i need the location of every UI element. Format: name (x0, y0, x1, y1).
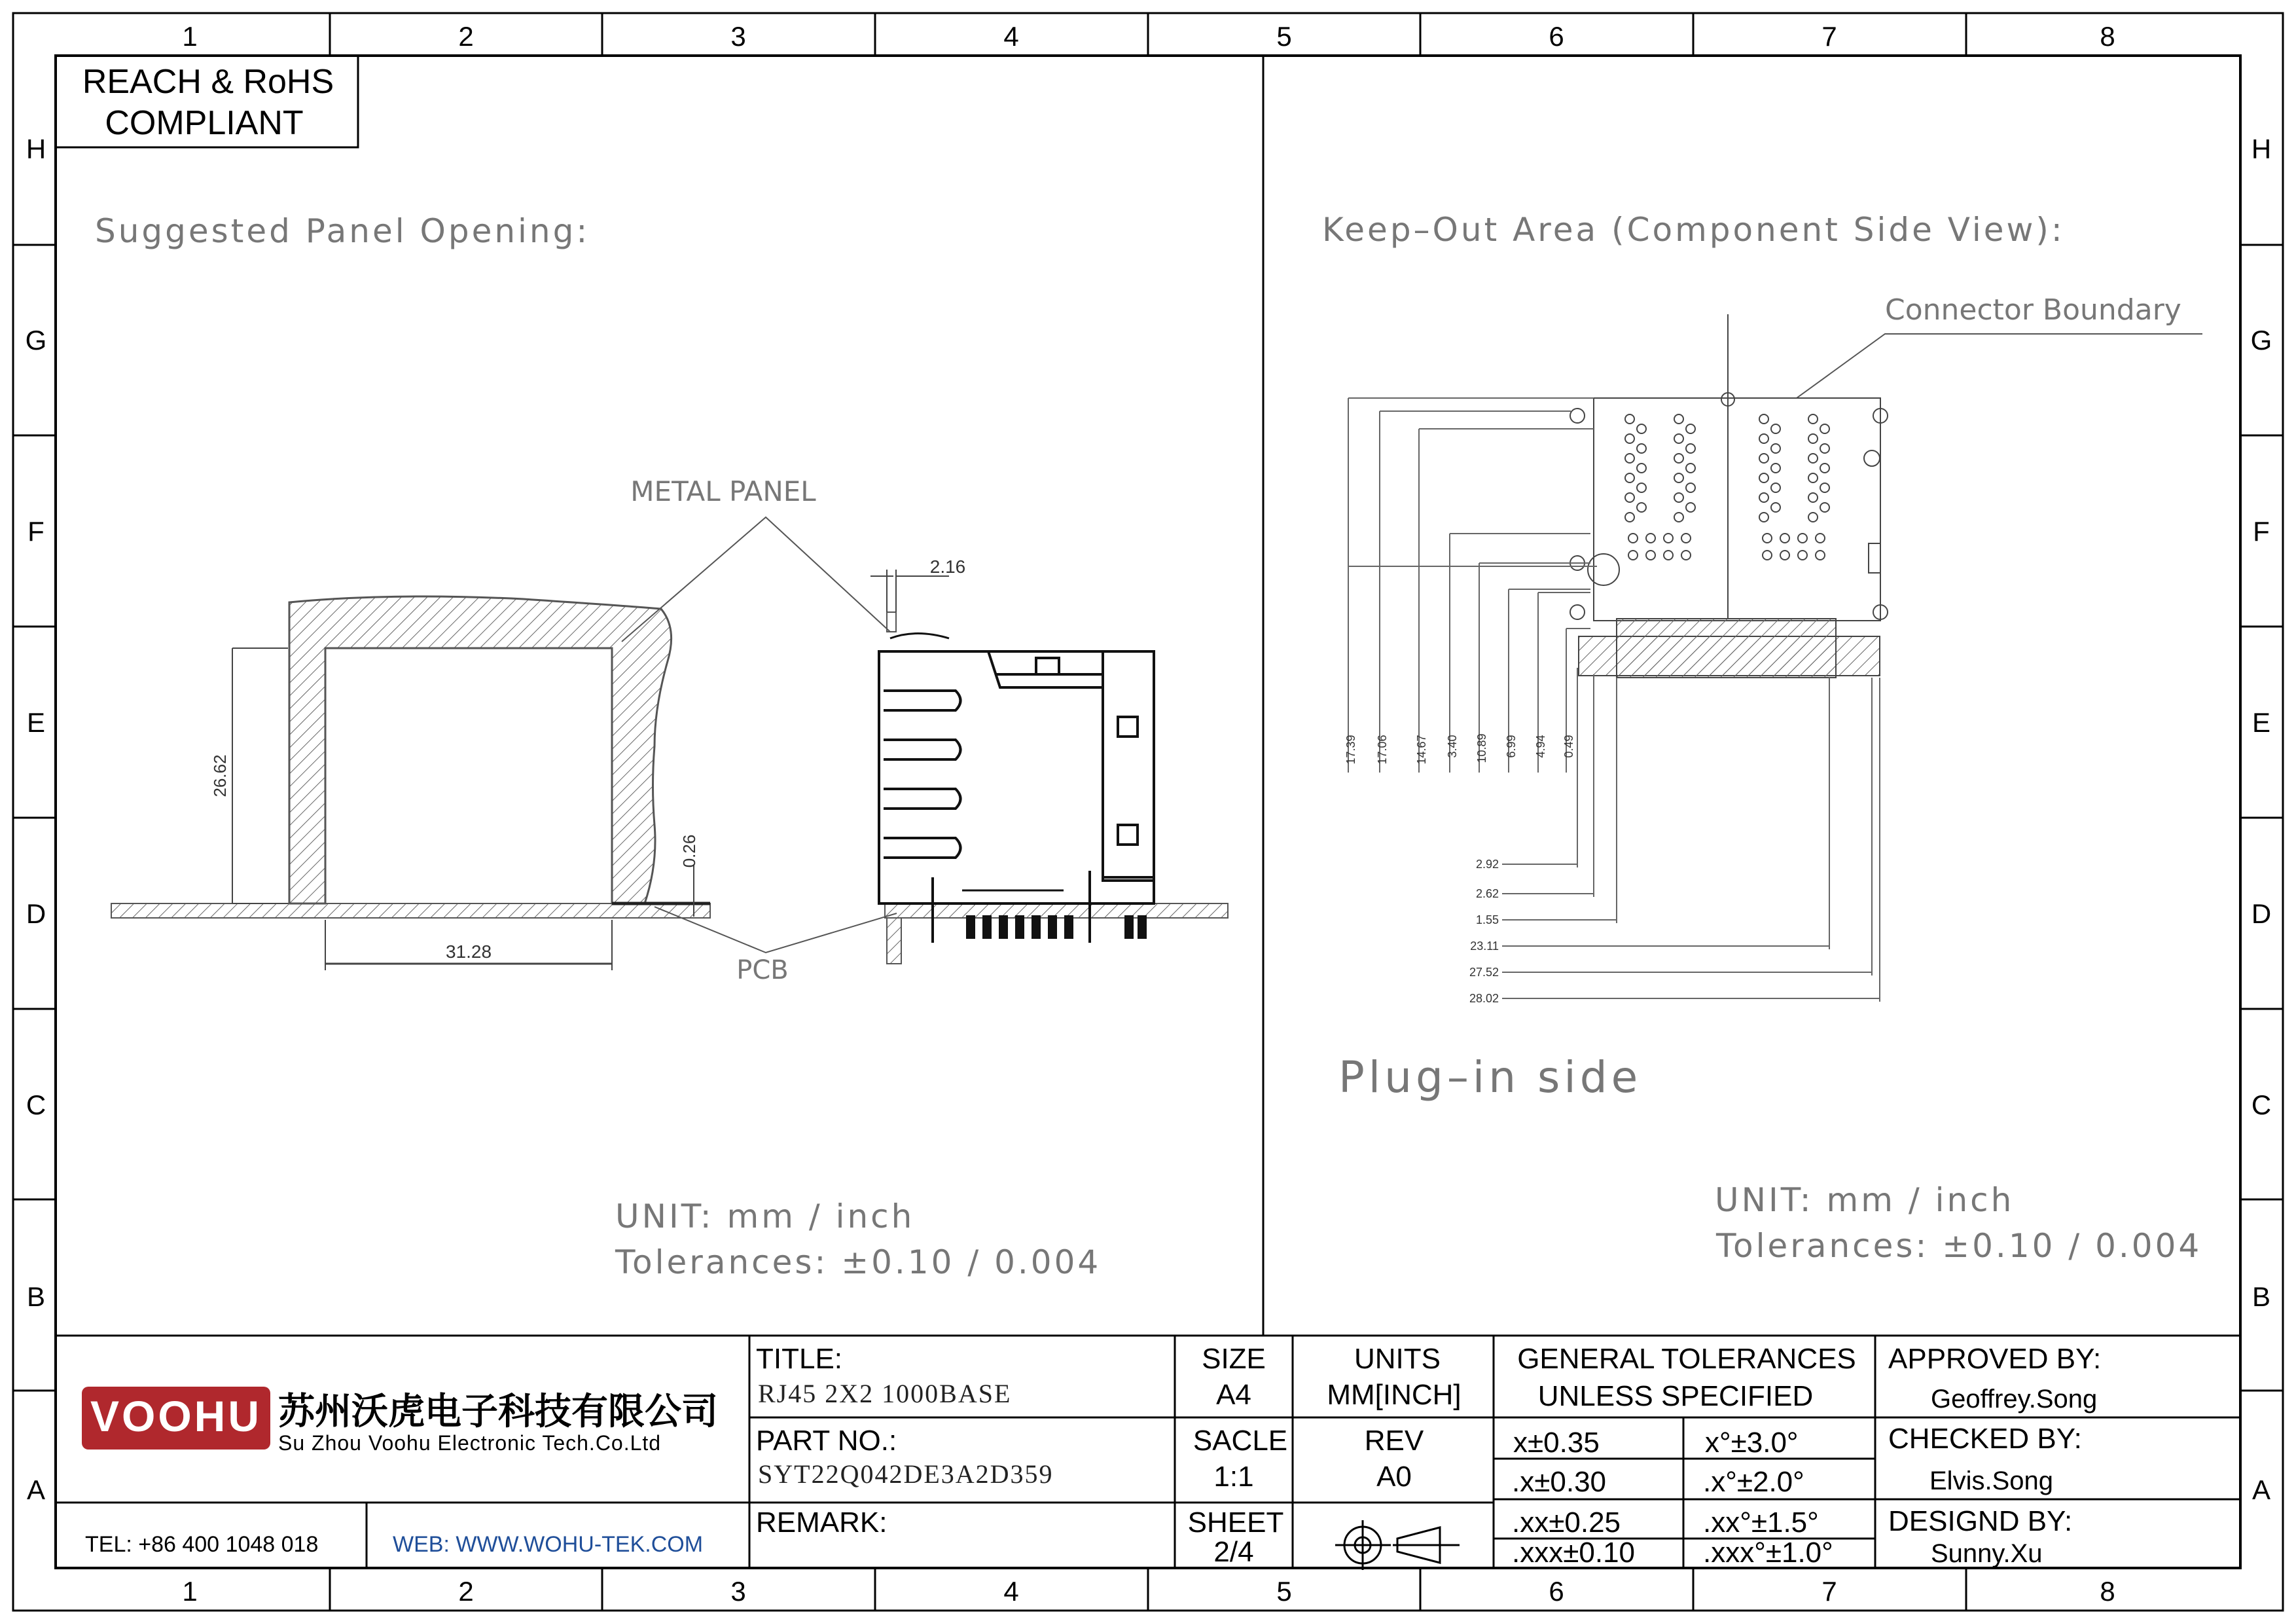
col-label-top: 7 (1821, 21, 1837, 52)
col-label-top: 3 (730, 21, 746, 52)
row-label-left: D (26, 898, 46, 929)
tolerance-linear: .xx±0.25 (1512, 1506, 1621, 1539)
row-label-left: H (26, 134, 46, 164)
web-link[interactable]: WEB: WWW.WOHU-TEK.COM (393, 1532, 704, 1557)
tolerance-angular: .xxx°±1.0° (1703, 1537, 1833, 1569)
gt-heading-1: GENERAL TOLERANCES (1517, 1343, 1856, 1375)
compliance-line2: COMPLIANT (105, 104, 304, 142)
col-label-bottom: 2 (458, 1576, 474, 1607)
tolerance-linear: x±0.35 (1513, 1427, 1600, 1459)
right-tolerance-text: Tolerances: ±0.10 / 0.004 (1716, 1227, 2202, 1265)
tolerance-linear: .xxx±0.10 (1512, 1537, 1636, 1569)
tolerance-linear: .x±0.30 (1512, 1466, 1607, 1498)
col-label-bottom: 8 (2100, 1576, 2115, 1607)
projection-symbol-icon (1335, 1520, 1460, 1570)
horizontal-dim-lines (1502, 668, 1880, 1002)
pcb-strip-left (111, 903, 710, 918)
gt-heading-2: UNLESS SPECIFIED (1537, 1380, 1814, 1412)
row-label-left: G (25, 325, 47, 356)
row-label-right: E (2251, 707, 2271, 738)
dim-width-label: 31.28 (445, 941, 492, 962)
col-label-top: 1 (182, 21, 198, 52)
row-label-right: H (2251, 134, 2272, 164)
dim-thickness-label: 2.16 (929, 556, 966, 577)
company-name-cn: 苏州沃虎电子科技有限公司 (278, 1391, 718, 1432)
connector-side-view (879, 634, 1154, 943)
col-label-top: 4 (1003, 21, 1019, 52)
panel-edge-top (887, 612, 896, 632)
col-label-top: 6 (1549, 21, 1564, 52)
row-label-left: E (26, 707, 46, 738)
hdim-label: 23.11 (1470, 939, 1499, 953)
checked-value: Elvis.Song (1929, 1467, 2053, 1495)
row-label-right: G (2250, 325, 2272, 356)
approved-label: APPROVED BY: (1888, 1343, 2102, 1375)
left-view-title: Suggested Panel Opening: (95, 212, 590, 250)
sheet-value: 2/4 (1213, 1536, 1254, 1568)
metal-panel-label: METAL PANEL (630, 475, 816, 507)
plug-in-side-label: Plug–in side (1338, 1052, 1642, 1103)
left-tolerance-text: Tolerances: ±0.10 / 0.004 (615, 1243, 1102, 1281)
company-name-en: Su Zhou Voohu Electronic Tech.Co.Ltd (278, 1431, 662, 1455)
tolerance-angular: .xx°±1.5° (1703, 1506, 1819, 1539)
row-label-left: C (26, 1089, 46, 1120)
row-label-right: A (2251, 1474, 2271, 1505)
dim-gap-label: 0.26 (679, 834, 699, 868)
boundary-leader (1797, 334, 2202, 398)
scale-value: 1:1 (1213, 1461, 1254, 1493)
panel-edge-right (887, 918, 901, 964)
sheet-label: SHEET (1187, 1506, 1284, 1539)
col-label-top: 8 (2100, 21, 2115, 52)
part-label: PART NO.: (756, 1425, 897, 1457)
col-label-top: 5 (1276, 21, 1292, 52)
hdim-label: 1.55 (1475, 913, 1499, 926)
hdim-label: 27.52 (1469, 966, 1499, 979)
designed-label: DESIGND BY: (1888, 1505, 2073, 1537)
hdim-label: 2.62 (1475, 887, 1499, 900)
col-label-top: 2 (458, 21, 474, 52)
row-label-right: D (2251, 898, 2272, 929)
row-label-left: F (27, 516, 45, 547)
logo-text: VOOHU (90, 1392, 262, 1440)
checked-label: CHECKED BY: (1888, 1423, 2082, 1455)
row-label-right: C (2251, 1089, 2272, 1120)
size-value: A4 (1216, 1379, 1251, 1411)
keepout-component (1570, 314, 1888, 678)
dim-height-label: 26.62 (210, 754, 230, 797)
approved-value: Geoffrey.Song (1931, 1385, 2098, 1413)
rev-value: A0 (1376, 1461, 1412, 1493)
vdim-label: 0.49 (1562, 735, 1575, 758)
row-label-left: A (26, 1474, 46, 1505)
title-label: TITLE: (756, 1343, 843, 1375)
size-label: SIZE (1202, 1343, 1266, 1375)
right-unit-text: UNIT: mm / inch (1715, 1181, 2015, 1219)
vertical-dim-lines (1348, 398, 1597, 773)
designed-value: Sunny.Xu (1931, 1539, 2043, 1568)
rev-label: REV (1364, 1425, 1424, 1457)
units-label: UNITS (1354, 1343, 1441, 1375)
scale-label: SACLE (1193, 1425, 1288, 1457)
compliance-line1: REACH & RoHS (82, 63, 334, 101)
hdim-label: 2.92 (1475, 858, 1499, 871)
metal-panel-shape (289, 596, 672, 903)
row-label-right: F (2253, 516, 2270, 547)
tel-text: TEL: +86 400 1048 018 (85, 1532, 319, 1557)
part-value: SYT22Q042DE3A2D359 (758, 1459, 1054, 1489)
col-label-bottom: 1 (182, 1576, 198, 1607)
remark-label: REMARK: (756, 1506, 888, 1539)
vdim-label: 14.67 (1415, 735, 1428, 765)
vdim-label: 6.99 (1505, 735, 1518, 758)
hdim-label: 28.02 (1469, 992, 1499, 1005)
right-view-title: Keep–Out Area (Component Side View): (1322, 211, 2065, 249)
col-label-bottom: 6 (1549, 1576, 1564, 1607)
col-label-bottom: 4 (1003, 1576, 1019, 1607)
col-label-bottom: 3 (730, 1576, 746, 1607)
vdim-label: 3.40 (1446, 735, 1459, 758)
col-label-bottom: 5 (1276, 1576, 1292, 1607)
tolerance-angular: x°±3.0° (1705, 1427, 1799, 1459)
pcb-label: PCB (736, 955, 789, 985)
vdim-label: 17.39 (1344, 735, 1357, 765)
row-label-right: B (2251, 1281, 2271, 1312)
col-label-bottom: 7 (1821, 1576, 1837, 1607)
vdim-label: 4.94 (1534, 735, 1547, 758)
left-unit-text: UNIT: mm / inch (615, 1197, 915, 1235)
vdim-label: 10.89 (1475, 733, 1488, 763)
vdim-label: 17.06 (1376, 735, 1389, 765)
row-label-left: B (26, 1281, 46, 1312)
connector-boundary-label: Connector Boundary (1885, 293, 2181, 327)
title-value: RJ45 2X2 1000BASE (758, 1379, 1012, 1408)
units-value: MM[INCH] (1327, 1379, 1462, 1411)
tolerance-angular: .x°±2.0° (1703, 1466, 1804, 1498)
